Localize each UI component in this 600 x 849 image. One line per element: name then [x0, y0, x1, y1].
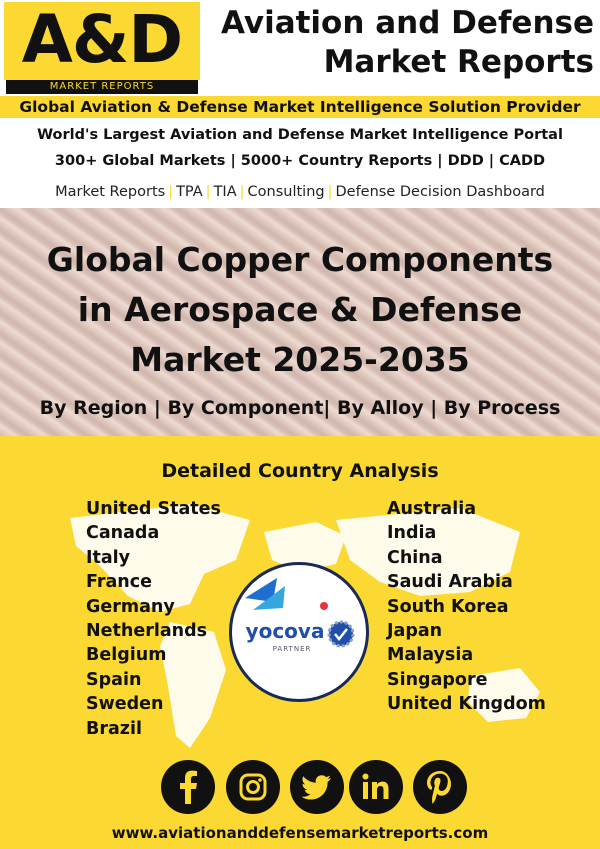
list-item: India — [387, 523, 437, 544]
nav-link-consulting[interactable]: Consulting — [247, 184, 325, 200]
report-title-line1: Global Copper Components — [46, 240, 554, 279]
facebook-icon[interactable] — [161, 760, 215, 814]
report-title-line2: in Aerospace & Defense — [77, 290, 523, 329]
site-title-line1: Aviation and Defense — [220, 5, 594, 41]
report-title — [0, 235, 600, 385]
list-item: China — [387, 547, 443, 568]
social-links — [0, 760, 600, 816]
logo-strip: MARKET REPORTS — [6, 80, 198, 94]
partner-brand-name: yocova — [245, 619, 325, 643]
list-item: Germany — [86, 596, 175, 617]
site-title — [202, 4, 594, 82]
analysis-title: Detailed Country Analysis — [161, 460, 439, 482]
site-title-line2: Market Reports — [323, 44, 594, 80]
brand-logo[interactable] — [0, 0, 204, 94]
list-item: Brazil — [86, 718, 142, 739]
list-item: United Kingdom — [387, 694, 546, 715]
list-item: Belgium — [86, 645, 167, 666]
hero-banner — [0, 208, 600, 436]
country-list-right — [387, 497, 546, 717]
nav-separator: | — [168, 184, 174, 200]
instagram-icon[interactable] — [226, 760, 280, 814]
nav-link-defense-dashboard[interactable]: Defense Decision Dashboard — [335, 184, 545, 200]
nav-separator: | — [205, 184, 211, 200]
country-list-left — [86, 497, 221, 741]
list-item: Netherlands — [86, 621, 208, 642]
list-item: Canada — [86, 523, 160, 544]
twitter-icon[interactable] — [290, 760, 344, 814]
list-item: Japan — [387, 621, 443, 642]
nav-link-market-reports[interactable]: Market Reports — [55, 184, 166, 200]
nav-separator: | — [239, 184, 245, 200]
country-analysis-section — [0, 436, 600, 849]
report-title-line3: Market 2025-2035 — [130, 340, 470, 379]
portal-headline: World's Largest Aviation and Defense Market Intelligence Portal — [37, 127, 563, 143]
list-item: United States — [86, 499, 221, 519]
list-item: Sweden — [86, 694, 164, 715]
segmentation-line: By Region | By Component| By Alloy | By Process — [39, 397, 561, 419]
list-item: Singapore — [387, 669, 488, 690]
pinterest-icon[interactable] — [413, 760, 467, 814]
list-item: Spain — [86, 669, 142, 690]
nav-links — [0, 181, 600, 203]
nav-link-tpa[interactable]: TPA — [176, 184, 203, 200]
list-item: Malaysia — [387, 645, 474, 666]
tagline-banner: Global Aviation & Defense Market Intelligence Solution Provider — [0, 96, 600, 118]
list-item: Italy — [86, 547, 131, 568]
list-item: Australia — [387, 499, 477, 519]
header — [0, 0, 600, 96]
logo-letters: A&D — [21, 1, 183, 78]
website-url[interactable]: www.aviationanddefensemarketreports.com — [111, 824, 489, 842]
linkedin-icon[interactable] — [349, 760, 403, 814]
nav-separator: | — [327, 184, 333, 200]
list-item: South Korea — [387, 596, 509, 617]
partner-badge[interactable] — [229, 562, 369, 702]
nav-link-tia[interactable]: TIA — [213, 184, 237, 200]
list-item: France — [86, 572, 152, 593]
portal-stats: 300+ Global Markets | 5000+ Country Reports | DDD | CADD — [54, 153, 546, 169]
partner-label: PARTNER — [272, 645, 312, 653]
list-item: Saudi Arabia — [387, 572, 513, 593]
